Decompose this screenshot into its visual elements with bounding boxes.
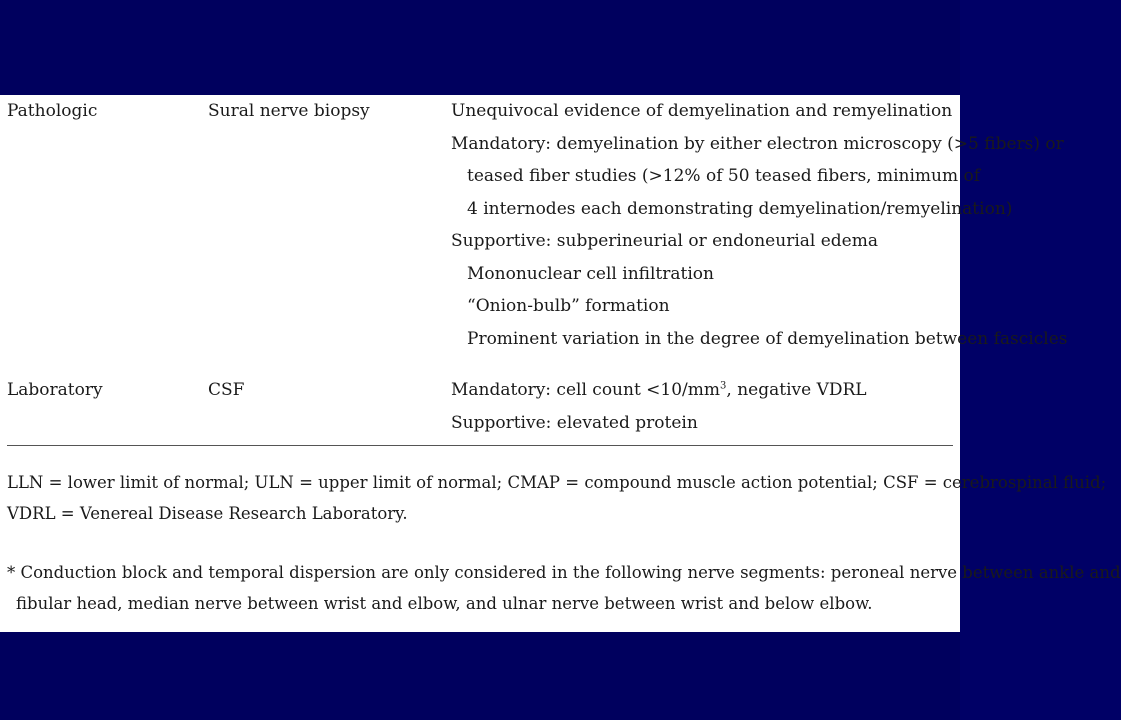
criteria-line	[451, 374, 956, 407]
footnote-line: * Conduction block and temporal dispersion are only considered in the following nerve segments: peroneal nerve between ankle and	[7, 563, 1121, 582]
footnote-line: LLN = lower limit of normal; ULN = upper limit of normal; CMAP = compound muscle action potential; CSF = cerebrospinal fluid;	[7, 473, 1107, 492]
superscript: 3	[720, 380, 727, 392]
criteria-line: 4 internodes each demonstrating demyelination/remyelination)	[467, 198, 1013, 219]
criteria-line: “Onion-bulb” formation	[467, 296, 670, 316]
footnote-line: fibular head, median nerve between wrist and elbow, and ulnar nerve between wrist and below elbow.	[16, 594, 873, 613]
criteria-cell	[451, 374, 956, 439]
criteria-table-image	[0, 95, 1121, 632]
category-cell: Laboratory	[7, 380, 103, 400]
criteria-text: Mandatory: cell count <10/mm	[451, 380, 721, 400]
footnote-line: VDRL = Venereal Disease Research Laboratory.	[7, 504, 408, 523]
abbreviations-footnote	[7, 467, 1107, 529]
slide-footer-band	[0, 632, 960, 720]
criteria-text: , negative VDRL	[726, 380, 867, 400]
table-bottom-rule	[7, 445, 953, 446]
test-cell: Sural nerve biopsy	[208, 101, 370, 121]
category-cell: Pathologic	[7, 101, 98, 121]
criteria-line: Mandatory: demyelination by either electron microscopy (>5 fibers) or	[451, 133, 1064, 154]
criteria-cell	[451, 95, 1068, 355]
asterisk-footnote	[7, 557, 1121, 619]
criteria-line: Prominent variation in the degree of demyelination between fascicles	[467, 328, 1068, 349]
test-cell: CSF	[208, 380, 245, 400]
criteria-line: teased fiber studies (>12% of 50 teased fibers, minimum of	[467, 166, 981, 186]
criteria-line: Supportive: elevated protein	[451, 412, 698, 433]
criteria-line: Unequivocal evidence of demyelination and remyelination	[451, 101, 953, 121]
criteria-line: Supportive: subperineurial or endoneurial edema	[451, 231, 878, 251]
criteria-line: Mononuclear cell infiltration	[467, 263, 714, 284]
slide-header-band	[0, 0, 960, 95]
